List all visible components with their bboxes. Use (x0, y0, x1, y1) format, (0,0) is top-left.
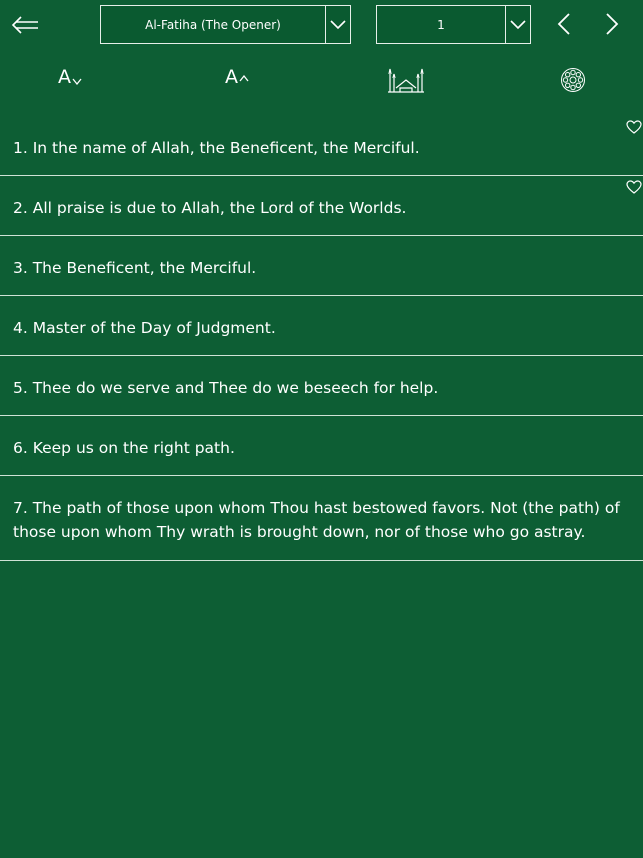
font-decrease-button[interactable] (58, 66, 82, 88)
caret-up-icon (239, 75, 249, 82)
previous-button[interactable] (550, 10, 578, 38)
top-bar (0, 0, 643, 52)
chevron-left-icon (557, 12, 571, 36)
mosque-icon (386, 66, 426, 94)
verse-item[interactable] (0, 416, 643, 476)
favorite-button[interactable] (626, 177, 642, 201)
verse-text: 2. All praise is due to Allah, the Lord of the Worlds. (13, 199, 407, 217)
verse-text: 1. In the name of Allah, the Beneficent, the Merciful. (13, 139, 420, 157)
verse-text: 7. The path of those upon whom Thou hast bestowed favors. Not (the path) of those upon whom Thy wrath is brought down, nor of those who go astray. (13, 499, 620, 541)
font-increase-button[interactable] (225, 66, 249, 88)
surah-select[interactable] (100, 5, 351, 44)
reading-toolbar (0, 58, 643, 102)
verse-item[interactable] (0, 356, 643, 416)
caret-down-icon (72, 78, 82, 85)
chevron-down-icon (330, 20, 346, 30)
heart-icon (626, 180, 642, 194)
heart-icon (626, 120, 642, 134)
surah-select-arrow[interactable] (325, 6, 350, 43)
next-button[interactable] (598, 10, 626, 38)
settings-button[interactable] (558, 65, 588, 95)
verse-item[interactable] (0, 236, 643, 296)
surah-select-value: Al-Fatiha (The Opener) (145, 17, 281, 32)
back-arrow-icon (10, 15, 40, 35)
chevron-right-icon (605, 12, 619, 36)
chevron-down-icon (510, 20, 526, 30)
verse-text: 6. Keep us on the right path. (13, 439, 235, 457)
favorite-button[interactable] (626, 117, 642, 141)
font-increase-label: A (225, 66, 238, 88)
verse-item[interactable] (0, 476, 643, 561)
verse-text: 5. Thee do we serve and Thee do we beseech for help. (13, 379, 439, 397)
verse-text: 4. Master of the Day of Judgment. (13, 319, 276, 337)
verse-item[interactable] (0, 116, 643, 176)
prayer-button[interactable] (385, 64, 427, 96)
back-button[interactable] (8, 10, 42, 40)
verse-text: 3. The Beneficent, the Merciful. (13, 259, 257, 277)
verse-select[interactable] (376, 5, 531, 44)
verse-select-value: 1 (437, 17, 445, 32)
verse-item[interactable] (0, 296, 643, 356)
gear-icon (560, 67, 586, 93)
verse-item[interactable] (0, 176, 643, 236)
font-decrease-label: A (58, 66, 71, 88)
verse-list (0, 116, 643, 561)
verse-select-arrow[interactable] (505, 6, 530, 43)
